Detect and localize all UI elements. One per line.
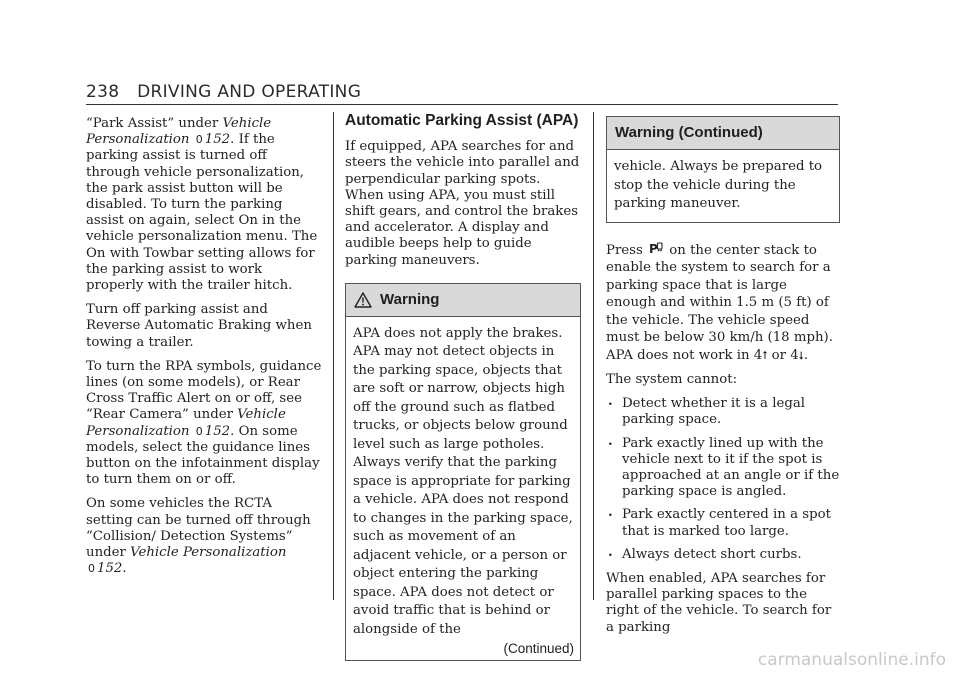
limitations-list — [606, 396, 840, 563]
paragraph-apa-intro: If equipped, APA searches for and steers the vehicle into parallel and perpendicular parking spots. When using APA, you must still shift gears, and control the brakes and accelerator. A display and audible beeps help to guide parking maneuvers. — [345, 139, 580, 268]
arrow-up-icon: ⭡ — [762, 348, 768, 362]
page-ref-icon: 0 — [88, 562, 95, 576]
watermark: carmanualsonline.info — [757, 650, 946, 670]
page-number: 238 — [86, 82, 120, 102]
paragraph-system-cannot: The system cannot: — [606, 372, 738, 387]
warning-header — [346, 284, 580, 317]
page-ref[interactable]: 152 — [97, 561, 123, 577]
paragraph-rpa-symbols: To turn the RPA symbols, guidance lines (on some models), or Rear Cross Traffic Alert on or off, see “Rear Camera” under Vehicle Personalization 0 152. On some models, select the guidance lines button on the infotainment display to turn them on or off. — [86, 358, 322, 488]
xref-title: Vehicle Personalization — [86, 407, 286, 439]
list-item: . Park exactly centered in a spot that is marked too large. — [606, 507, 840, 539]
arrow-down-icon: ⭣ — [798, 348, 804, 362]
warning-header-continued: Warning (Continued) — [607, 117, 839, 150]
paragraph-rcta: On some vehicles the RCTA setting can be turned off through “Collision/ Detection Systems” under Vehicle Personalization 0 152. — [86, 496, 311, 577]
xref-title: Vehicle Personalization — [130, 545, 287, 561]
warning-body: APA does not apply the brakes. APA may not detect objects in the parking space, objects that are soft or narrow, objects high off the ground such as flatbed trucks, or objects below ground level such as large potholes. Always verify that the parking space is appropriate for parking a vehicle. APA does not respond to changes in the parking space, such as movement of an adjacent vehicle, or a person or object entering the parking space. APA does not detect or avoid traffic that is behind or alongside of the — [353, 325, 573, 637]
page-ref-icon: 0 — [195, 424, 203, 438]
section-title: DRIVING AND OPERATING — [137, 82, 362, 102]
list-item: . Park exactly lined up with the vehicle next to it if the spot is approached at an angle or if the parking space is angled. — [606, 436, 840, 501]
warning-triangle-icon — [354, 292, 372, 308]
warning-box-continued — [606, 116, 840, 223]
parking-assist-icon — [649, 241, 663, 256]
warning-box — [345, 283, 581, 661]
page-ref-icon: 0 — [195, 133, 203, 147]
column-3 — [606, 116, 840, 644]
paragraph-press-apa: Press P on the center stack to enable the system to search for a parking space that is large enough and within 1.5 m (5 ft) of the vehicle. The vehicle speed must be below 30 km/h (18 mph). APA does not work in 4⭡ or 4⭣. — [606, 241, 833, 363]
list-item: . Detect whether it is a legal parking space. — [606, 396, 840, 428]
page-ref[interactable]: 152 — [204, 132, 231, 148]
paragraph-apa-enabled: When enabled, APA searches for parallel parking spaces to the right of the vehicle. To search for a parking — [606, 571, 832, 635]
warning-title: Warning — [380, 290, 440, 308]
column-divider-1 — [333, 112, 334, 600]
svg-text:P: P — [649, 241, 658, 256]
paragraph-towing: Turn off parking assist and Reverse Automatic Braking when towing a trailer. — [86, 302, 312, 350]
paragraph-park-assist: “Park Assist” under Vehicle Personalization 0 152. If the parking assist is turned off through vehicle personalization, the park assist button will be disabled. To turn the parking assist on again, select On in the vehicle personalization menu. The On with Towbar setting allows for the parking assist to work properly with the trailer hitch. — [86, 116, 318, 294]
page-ref[interactable]: 152 — [204, 423, 231, 439]
column-2 — [345, 112, 581, 675]
page-header — [86, 82, 838, 102]
column-divider-2 — [593, 112, 594, 600]
xref-title: Vehicle Personalization — [86, 116, 272, 148]
column-1 — [86, 116, 322, 585]
header-rule — [86, 104, 838, 105]
continued-label: (Continued) — [503, 641, 574, 657]
section-heading-apa: Automatic Parking Assist (APA) — [345, 112, 579, 129]
list-item: . Always detect short curbs. — [606, 547, 840, 563]
warning-body-continued: vehicle. Always be prepared to stop the vehicle during the parking maneuver. — [614, 159, 823, 211]
